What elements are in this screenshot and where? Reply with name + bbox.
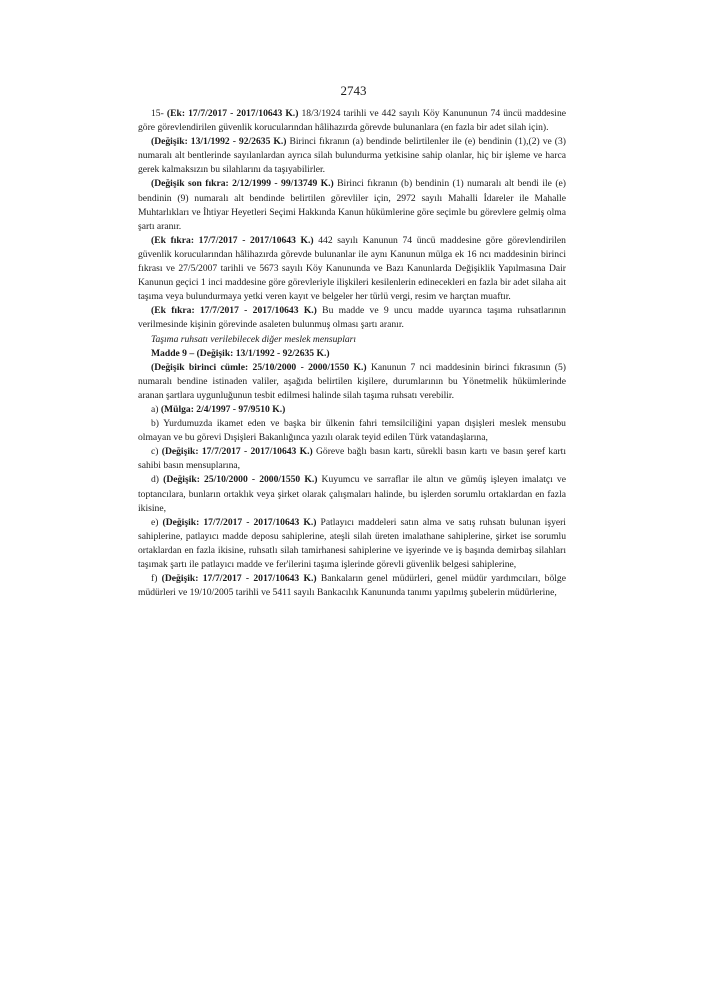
paragraph-item-15: 15- (Ek: 17/7/2017 - 2017/10643 K.) 18/3/1924 tarihli ve 442 sayılı Köy Kanununun 74 üncü maddesine göre görevlendirilen güvenlik korucularından hâlihazırda görevde bulunanlara (en fazla bir adet silah için). [138,108,566,134]
page-number: 2743 [340,83,367,98]
clause-f: f) (Değişik: 17/7/2017 - 2017/10643 K.) Bankaların genel müdürleri, genel müdür yardımcıları, bölge müdürleri ve 19/10/2005 tarihli ve 5411 sayılı Bankacılık Kanununda tanımı yapılmış şubelerin müdürlerine, [138,573,566,599]
article-heading: Madde 9 – (Değişik: 13/1/1992 - 92/2635 K.) [151,347,330,359]
document-body [138,107,566,600]
clause-c: c) (Değişik: 17/7/2017 - 2017/10643 K.) Göreve bağlı basın kartı, sürekli basın kartı ve basın şeref kartı sahibi basın mensuplarına, [138,446,566,472]
paragraph-additional-clause-1: (Ek fıkra: 17/7/2017 - 2017/10643 K.) 442 sayılı Kanunun 74 üncü maddesine göre görevlendirilen güvenlik korucularından hâlihazırda görevde bulunanlar ile aynı Kanunun mülga ek 16 ncı maddesinin birinci fıkrası ve 27/5/2007 tarihli ve 5673 sayılı Köy Kanununda ve Bazı Kanunlarda Değişiklik Yapılmasına Dair Kanunun geçici 1 inci maddesine göre görevleriyle ilişkileri kesilenlerin edinecekleri en fazla bir adet silaha ait taşıma veya bulundurmaya yetki veren kayıt ve belgeler her türlü vergi, resim ve harçtan muaftır. [138,234,566,303]
clause-d: d) (Değişik: 25/10/2000 - 2000/1550 K.) Kuyumcu ve sarraflar ile altın ve gümüş işleyen imalatçı ve toptancılara, bunların ortaklık veya şirket olarak çalışmaları halinde, bu işlerden sorumlu ortaklardan en fazla ikisine, [138,474,566,514]
paragraph-amendment-1999: (Değişik son fıkra: 2/12/1999 - 99/13749 K.) Birinci fıkranın (b) bendinin (1) numaralı alt bendi ile (e) bendinin (9) numaralı alt bendinde belirtilen görevliler için, 2972 sayılı Mahalli İdareler ile Mahalle Muhtarlıkları ve İhtiyar Heyetleri Seçimi Hakkında Kanun hükümlerine göre seçimle bu görevlere gelmiş olma şartı aranır. [138,178,566,232]
clause-a: a) (Mülga: 2/4/1997 - 97/9510 K.) [151,403,286,415]
paragraph-amendment-1992: (Değişik: 13/1/1992 - 92/2635 K.) Birinci fıkranın (a) bendinde belirtilenler ile (e) bendinin (1),(2) ve (3) numaralı alt bentlerinde sayılanlardan ayrıca silah bulundurma yetkisine sahip olanlar, hiç bir işleme ve harca gerek kalmaksızın bu silahlarını da taşıyabilirler. [138,136,566,176]
paragraph-article-9-intro: (Değişik birinci cümle: 25/10/2000 - 2000/1550 K.) Kanunun 7 nci maddesinin birinci fıkrasının (5) numaralı bendine istinaden valiler, aşağıda belirtilen kişilere, durumlarının bu Yönetmelik hükümlerinde aranan şartlara uygunluğunun tesbit edilmesi halinde silah taşıma ruhsatı verebilir. [138,361,566,401]
paragraph-additional-clause-2: (Ek fıkra: 17/7/2017 - 2017/10643 K.) Bu madde ve 9 uncu madde uyarınca taşıma ruhsatlarının verilmesinde kişinin görevinde asaleten bulunmuş olması şartı aranır. [138,305,566,331]
section-title: Taşıma ruhsatı verilebilecek diğer meslek mensupları [151,333,357,345]
clause-e: e) (Değişik: 17/7/2017 - 2017/10643 K.) Patlayıcı maddeleri satın alma ve satış ruhsatı bulunan işyeri sahiplerine, patlayıcı madde deposu sahiplerine, ateşli silah üreten imalathane sahiplerine, şirket ise sorumlu ortaklardan en fazla ikisine, ruhsatlı silah tamirhanesi sahiplerine ve işyerinde ve iş başında demirbaş silahları taşımak şartı ile patlayıcı madde ve fer'ilerini taşıma işlerinde görevli güvenlik belgesi sahiplerine, [138,516,566,570]
clause-b: b) Yurdumuzda ikamet eden ve başka bir ülkenin fahri temsilciliğini yapan dışişleri meslek mensubu olmayan ve bu görevi Dışişleri Bakanlığınca yazılı olarak teyid edilen Türk vatandaşlarına, [138,418,566,444]
